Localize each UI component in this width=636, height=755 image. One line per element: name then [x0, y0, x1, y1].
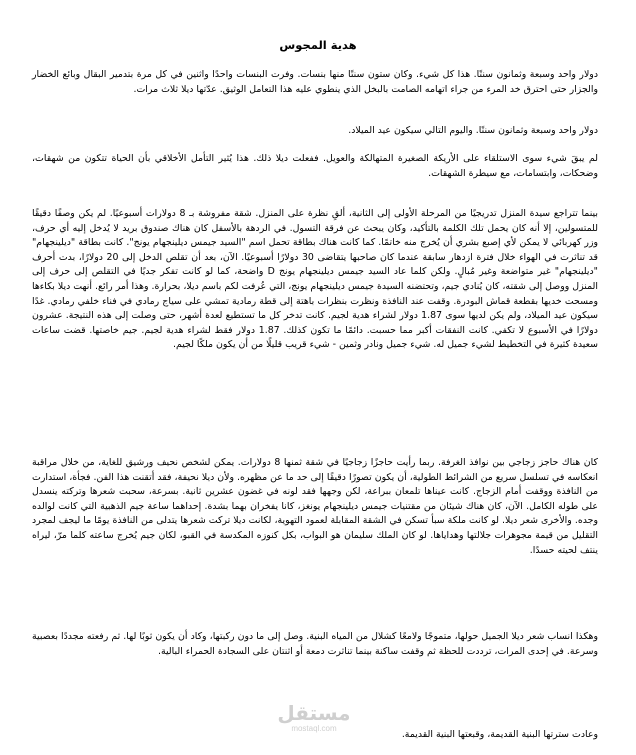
document-title: هدية المجوس — [279, 38, 357, 52]
paragraph-4: بينما تتراجع سيدة المنزل تدريجيًا من المرحلة الأولى إلى الثانية، ألقِ نظرة على المنزل. شقة مفروشة بـ 8 دولارات أسبوعيًا. لم يكن وصفًا دقيقًا للمتسولين، إلا أنه كان يحمل تلك الكلمة بالتأكيد، وكان يبحث عن فرقة التسول. في الردهة بالأسفل كان هناك صندوق بريد لا يُدخل إليه أي حرف، وزر كهربائي لا يمكن لأي إصبع بشري أن يُخرج منه خاتمًا. كما كانت هناك بطاقة تحمل اسم "السيد جيمس ديلينجهام يونج". كانت بطاقة "ديلينجهام" قد تناثرت في الهواء خلال فترة ازدهار سابقة عندما كان صاحبها يتقاضى 30 دولارًا أسبوعيًا. الآن، بعد أن تقلص الدخل إلى 20 دولارًا، بدت أحرف "ديلينجهام" غير متواضعة وغير مُبالٍ. ولكن كلما عاد السيد جيمس ديلينجهام يونج D واضحة، كما لو كانت تفكر جديًا في التقلص إلى حرف إلى المنزل ووصل إلى شقته، كان يُنادي جيم، وتحتضنه السيدة جيمس ديلينجهام يونج، التي عُرفت لكم باسم ديلا، بحرارة. وهذا أمر رائع. أنهت ديلا بكاءها ومسحت خديها بقطعة قماش البودرة. وقفت عند النافذة ونظرت بنظرات باهتة إلى قطة رمادية تمشي على سياج رمادي في فناء خلفي رمادي. غدًا سيكون عيد الميلاد، ولم يكن لديها سوى 1.87 دولار لشراء هدية لجيم. كانت تدخر كل ما تستطيع لعدة أشهر، حتى وصلت إلى هذه النتيجة. عشرون دولارًا في الأسبوع لا تكفي. كانت النفقات أكبر مما حسبت. دائمًا ما تكون كذلك. 1.87 دولار فقط لشراء هدية لجيم. جيم خاصتها. قضت ساعات سعيدة كثيرة في التخطيط لشيء جميل له. شيء جميل ونادر وثمين - شيء قريب قليلًا من أن يكون ملكًا لجيم. — [32, 208, 598, 351]
paragraph-3: لم يبقَ شيء سوى الاستلقاء على الأريكة الصغيرة المتهالكة والعويل. ففعلت ديلا ذلك. هذا يُثير التأمل الأخلاقي بأن الحياة تتكون من شهقات، وضحكات، وابتسامات، مع سيطرة الشهقات. — [32, 153, 598, 179]
watermark-logo: مستقل — [277, 701, 351, 725]
watermark-url: mostaql.com — [291, 724, 337, 733]
paragraph-5: كان هناك حاجز زجاجي بين نوافذ الغرفة. ربما رأيت حاجزًا زجاجيًا في شقة ثمنها 8 دولارات. يمكن لشخص نحيف ورشيق للغاية، من خلال مراقبة انعكاسه في تسلسل سريع من الشرائط الطولية، أن يكون تصورًا دقيقًا إلى حد ما عن مظهره. ولأن ديلا نحيفة، فقد أتقنت هذا الفن. فجأة، استدارت من النافذة ووقفت أمام الزجاج. كانت عيناها تلمعان ببراعة، لكن وجهها فقد لونه في غضون عشرين ثانية. بسرعة، سحبت شعرها وتركته ينسدل على طوله الكامل. الآن، كان هناك شيئان من مقتنيات جيمس ديلينجهام يونغز، كانا يفخران بهما بشدة. إحداهما ساعة جيم الذهبية التي كانت لوالده وجده. والأخرى شعر ديلا. لو كانت ملكة سبأ تسكن في الشقة المقابلة لعمود التهوية، لكانت ديلا تركت شعرها يتدلى من النافذة يومًا ما ليجف لمجرد التقليل من قيمة مجوهرات جلالتها وهداياها. لو كان الملك سليمان هو البواب، بكل كنوزه المكدسة في القبو، لكان جيم يُخرج ساعته كلما مرّ، ليراه ينتف لحيته حسدًا. — [32, 457, 598, 556]
paragraph-2: دولار واحد وسبعة وثمانون سنتًا. واليوم التالي سيكون عيد الميلاد. — [348, 125, 598, 136]
paragraph-7: وعادت سترتها البنية القديمة، وقبعتها البنية القديمة. — [401, 729, 598, 740]
paragraph-1: دولار واحد وسبعة وثمانون سنتًا. هذا كل شيء. وكان ستون سنتًا منها بنسات. وفرت البنسات واحدًا واثنين في كل مرة بتدمير البقال وبائع الخضار والجزار حتى احترق خد المرء من جراء اتهامه الصامت بالبخل الذي ينطوي عليه هذا التعامل الوثيق. عدّتها ديلا ثلاث مرات. — [32, 69, 598, 95]
paragraph-6: وهكذا انساب شعر ديلا الجميل حولها، متموجًا ولامعًا كشلال من المياه البنية. وصل إلى ما دون ركبتها، وكاد أن يكون ثوبًا لها. ثم رفعته مجددًا بعصبية وسرعة. في إحدى المرات، ترددت للحظة ثم وقفت ساكنة بينما تناثرت دمعة أو اثنتان على السجادة الحمراء البالية. — [32, 631, 598, 657]
watermark — [274, 702, 354, 733]
